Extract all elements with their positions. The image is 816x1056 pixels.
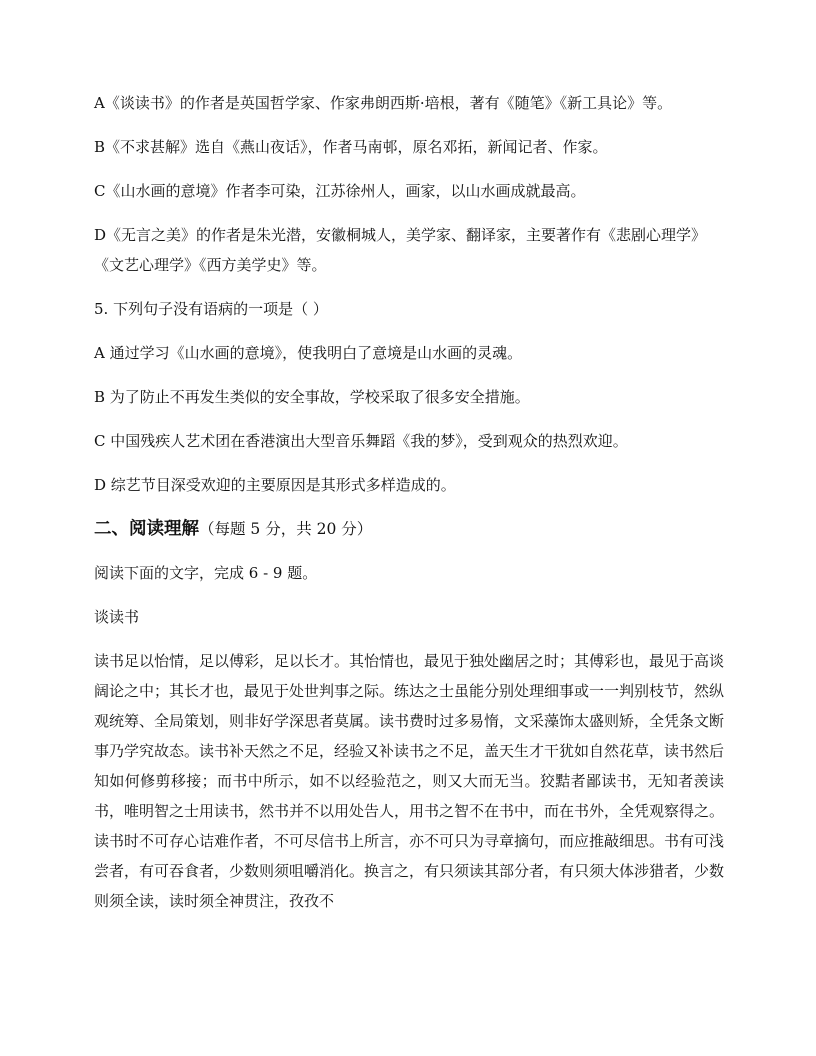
question-5-stem: 5. 下列句子没有语病的一项是（ ） [94, 300, 328, 318]
option-4d: D《无言之美》的作者是朱光潜，安徽桐城人，美学家、翻译家，主要著作有《悲剧心理学》《文艺心理学》《西方美学史》等。 [94, 226, 707, 274]
document-page [94, 88, 724, 916]
section-2-title: 二、阅读理解 [94, 519, 199, 539]
option-4a: A《谈读书》的作者是英国哲学家、作家弗朗西斯·培根，著有《随笔》《新工具论》等。 [94, 94, 673, 112]
section-2-scoring: （每题 5 分，共 20 分） [199, 520, 373, 538]
option-5b: B 为了防止不再发生类似的安全事故，学校采取了很多安全措施。 [94, 388, 530, 406]
passage-title: 谈读书 [94, 608, 140, 626]
option-4c: C《山水画的意境》作者李可染，江苏徐州人，画家，以山水画成就最高。 [94, 182, 586, 200]
option-5c: C 中国残疾人艺术团在香港演出大型音乐舞蹈《我的梦》，受到观众的热烈欢迎。 [94, 432, 628, 450]
option-5d: D 综艺节目深受欢迎的主要原因是其形式多样造成的。 [94, 476, 456, 494]
section-2-heading [94, 514, 724, 544]
option-4b: B《不求甚解》选自《燕山夜话》，作者马南邨，原名邓拓，新闻记者、作家。 [94, 138, 608, 156]
reading-instruction: 阅读下面的文字，完成 6 - 9 题。 [94, 564, 318, 582]
option-5a: A 通过学习《山水画的意境》，使我明白了意境是山水画的灵魂。 [94, 344, 523, 362]
passage-body: 读书足以怡情，足以傅彩，足以长才。其怡情也，最见于独处幽居之时；其傅彩也，最见于高谈阔论之中；其长才也，最见于处世判事之际。练达之士虽能分别处理细事或一一判别枝节，然纵观统筹、全局策划，则非好学深思者莫属。读书费时过多易惰，文采藻饰太盛则矫，全凭条文断事乃学究故态。读书补天然之不足，经验又补读书之不足，盖天生才干犹如自然花草，读书然后知如何修剪移接；而书中所示，如不以经验范之，则又大而无当。狡黠者鄙读书，无知者羡读书，唯明智之士用读书，然书并不以用处告人，用书之智不在书中，而在书外，全凭观察得之。读书时不可存心诘难作者，不可尽信书上所言，亦不可只为寻章摘句，而应推敲细思。书有可浅尝者，有可吞食者，少数则须咀嚼消化。换言之，有只须读其部分者，有只须大体涉猎者，少数则须全读，读时须全神贯注，孜孜不 [94, 652, 725, 910]
